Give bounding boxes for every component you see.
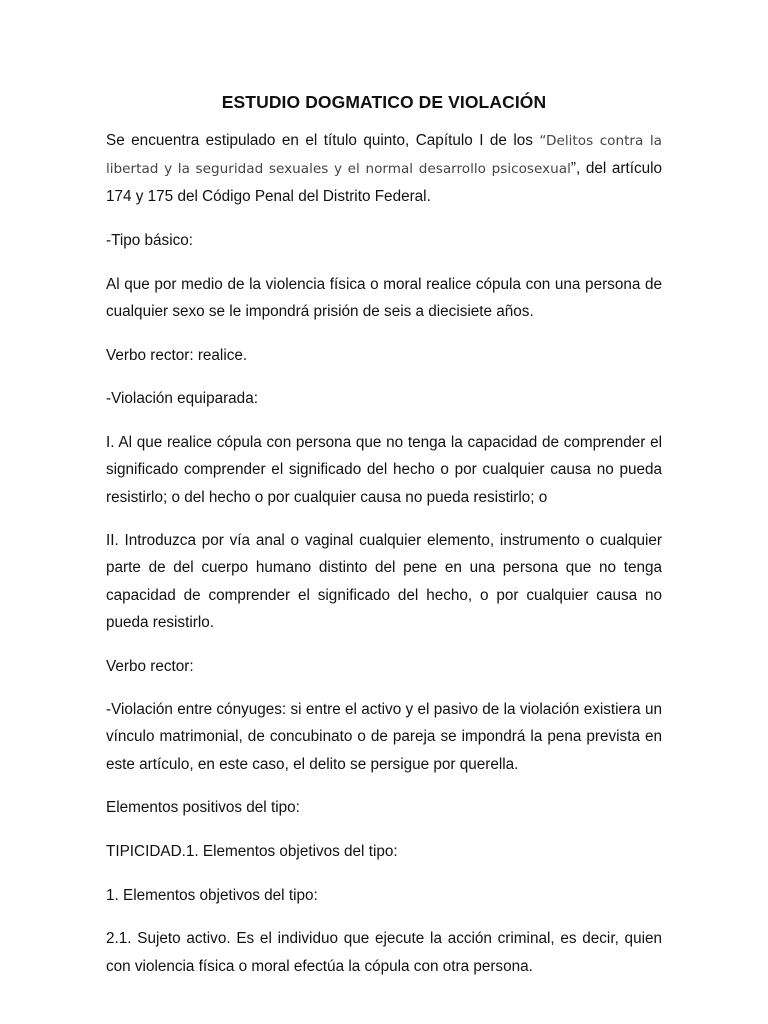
paragraph-intro-start: Se encuentra estipulado en el título quinto, Capítulo I de los [106, 132, 540, 149]
heading-elementos-objetivos: 1. Elementos objetivos del tipo: [106, 886, 318, 904]
document-body [106, 127, 662, 996]
paragraph-violacion-conyuges: -Violación entre cónyuges: si entre el activo y el pasivo de la violación existiera un vínculo matrimonial, de concubinato o de pareja se impondrá la pena prevista en este artículo, en este caso, el delito se persigue por querella. [106, 701, 662, 773]
paragraph-fraccion-ii: II. Introduzca por vía anal o vaginal cualquier elemento, instrumento o cualquier parte de del cuerpo humano distinto del pene en una persona que no tenga capacidad de comprender el significado del hecho, o por cualquier causa no pueda resistirlo. [106, 532, 662, 631]
heading-tipicidad: TIPICIDAD.1. Elementos objetivos del tipo: [106, 843, 398, 861]
paragraph-verbo-rector-1: Verbo rector: realice. [106, 346, 248, 364]
paragraph-tipo-basico: Al que por medio de la violencia física o moral realice cópula con una persona de cualquier sexo se le impondrá prisión de seis a diecisiete años. [106, 275, 662, 321]
paragraph-intro-end: ”, del artículo 174 y 175 del Código Penal del Distrito Federal. [106, 160, 663, 206]
paragraph-intro [106, 127, 662, 211]
paragraph-sujeto-activo: 2.1. Sujeto activo. Es el individuo que ejecute la acción criminal, es decir, quien con violencia física o moral efectúa la cópula con otra persona. [106, 930, 662, 975]
heading-elementos-positivos: Elementos positivos del tipo: [106, 799, 300, 817]
heading-violacion-equiparada: -Violación equiparada: [106, 390, 258, 408]
paragraph-fraccion-i: I. Al que realice cópula con persona que no tenga la capacidad de comprender el significado comprender el significado del hecho o por cualquier causa no pueda resistirlo; o del hecho o por cualquier causa no pueda resistirlo; o [106, 434, 662, 506]
heading-tipo-basico: -Tipo básico: [106, 232, 194, 250]
quoted-chapter-title: “Delitos contra la libertad y la seguridad sexuales y el normal desarrollo psicosexual [106, 133, 662, 178]
document-title: ESTUDIO DOGMATICO DE VIOLACIÓN [221, 92, 547, 112]
paragraph-verbo-rector-2: Verbo rector: [106, 657, 194, 675]
